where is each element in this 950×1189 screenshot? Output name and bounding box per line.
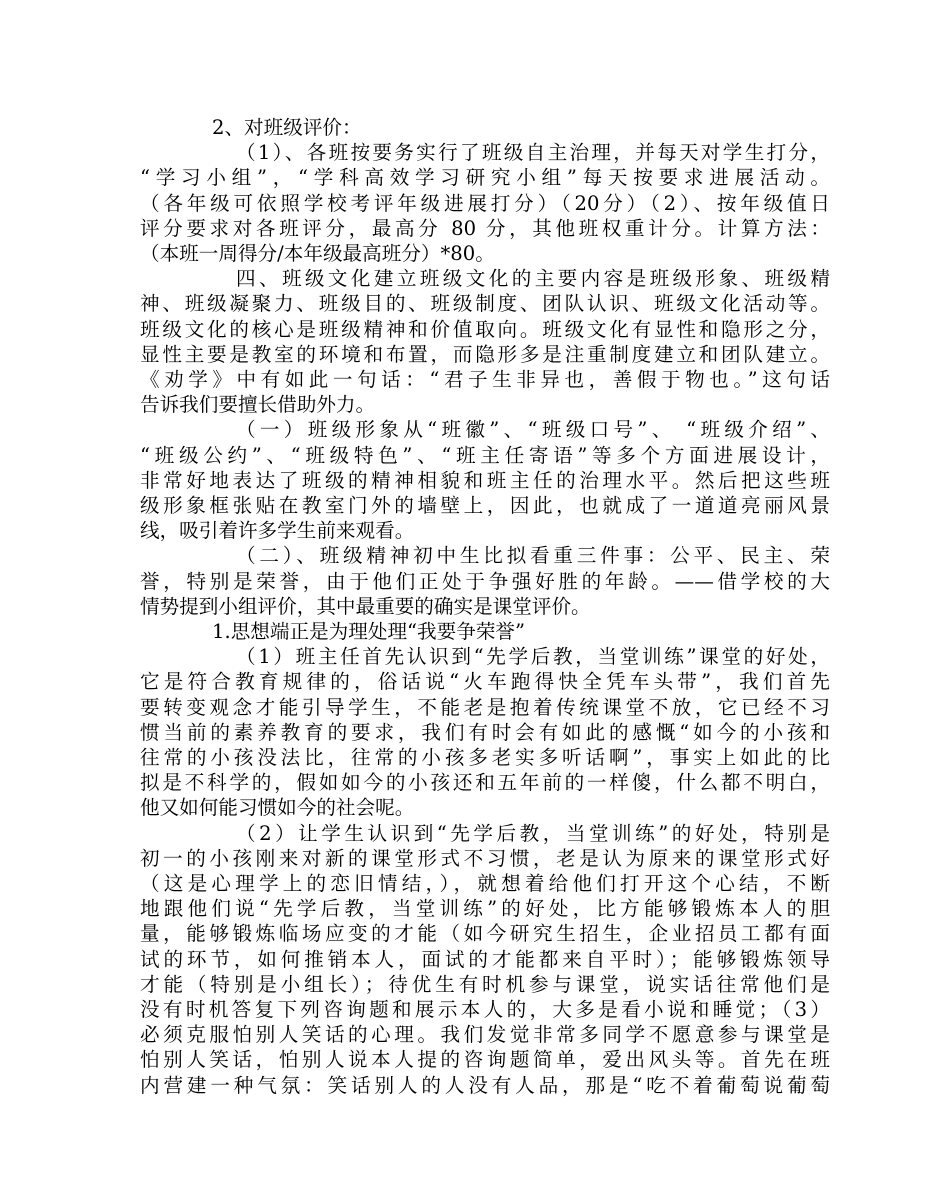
text-line: 要转变观念才能引导学生，不能老是抱着传统课堂不放，它已经不习 — [140, 695, 830, 719]
text-line: 必须克服怕别人笑话的心理。我们发觉非常多同学不愿意参与课堂是 — [140, 1023, 830, 1047]
text-line: 惯当前的素养教育的要求，我们有时会有如此的感慨“如今的小孩和 — [140, 720, 830, 744]
text-line: 非常好地表达了班级的精神相貌和班主任的治理水平。然后把这些班 — [140, 468, 830, 492]
text-line: （各年级可依照学校考评年级进展打分）（20分）（2）、按年级值日 — [140, 191, 830, 215]
text-line: 评分要求对各班评分，最高分 80 分，其他班权重计分。计算方法： — [140, 216, 830, 240]
text-line: 神、班级凝聚力、班级目的、班级制度、团队认识、班级文化活动等。 — [140, 292, 830, 316]
text-line: （1）、各班按要务实行了班级自主治理，并每天对学生打分， — [236, 141, 830, 165]
text-line: 四、班级文化建立班级文化的主要内容是班级形象、班级精 — [236, 267, 830, 291]
text-line: 往常的小孩没法比，往常的小孩多老实多听话啊”，事实上如此的比 — [140, 746, 830, 769]
text-line: （1）班主任首先认识到“先学后教，当堂训练”课堂的好处， — [236, 645, 830, 669]
text-line: 情势提到小组评价，其中最重要的确实是课堂评价。 — [140, 594, 591, 618]
text-line: 2、对班级评价： — [212, 116, 362, 139]
text-line: 试的环节，如何推销本人，面试的才能都来自平时）；能够锻炼领导 — [140, 947, 830, 971]
text-line: 《劝学》中有如此一句话：“君子生非异也，善假于物也。”这句话 — [140, 368, 830, 391]
text-line: 量，能够锻炼临场应变的才能（如今研究生招生，企业招员工都有面 — [140, 922, 830, 946]
text-line: 怕别人笑话，怕别人说本人提的咨询题简单，爱出风头等。首先在班 — [140, 1048, 830, 1072]
text-line: 它是符合教育规律的，俗话说“火车跑得快全凭车头带”，我们首先 — [140, 670, 830, 694]
text-line: （本班一周得分/本年级最高班分）*80。 — [140, 242, 495, 265]
text-line: 才能（特别是小组长）；待优生有时机参与课堂，说实话往常他们是 — [140, 972, 830, 996]
text-line: （2）让学生认识到“先学后教，当堂训练”的好处，特别是 — [236, 821, 830, 845]
text-line: “班级公约”、“班级特色”、“班主任寄语”等多个方面进展设计， — [140, 443, 830, 467]
text-line: 地跟他们说“先学后教，当堂训练”的好处，比方能够锻炼本人的胆 — [140, 897, 830, 921]
text-line: 誉，特别是荣誉，由于他们正处于争强好胜的年龄。——借学校的大 — [140, 569, 830, 593]
text-line: 显性主要是教室的环境和布置，而隐形多是注重制度建立和团队建立。 — [140, 342, 830, 366]
text-line: （这是心理学上的恋旧情结，），就想着给他们打开这个心结，不断 — [140, 872, 830, 895]
text-line: （一）班级形象从“班徽”、“班级口号”、 “班级介绍”、 — [236, 418, 830, 442]
text-line: 告诉我们要擅长借助外力。 — [140, 393, 376, 417]
text-line: 1.思想端正是为理处理“我要争荣誉” — [212, 620, 526, 643]
text-line: “学习小组”，“学科高效学习研究小组”每天按要求进展活动。 — [140, 166, 830, 190]
text-line: 拟是不科学的，假如如今的小孩还和五年前的一样傻，什么都不明白， — [140, 771, 830, 795]
text-line: （二）、班级精神初中生比拟看重三件事：公平、民主、荣 — [236, 544, 830, 568]
text-line: 班级文化的核心是班级精神和价值取向。班级文化有显性和隐形之分， — [140, 317, 830, 341]
text-line: 线，吸引着许多学生前来观看。 — [140, 519, 415, 543]
text-line: 级形象框张贴在教室门外的墙壁上，因此，也就成了一道道亮丽风景 — [140, 494, 830, 517]
text-line: 他又如何能习惯如今的社会呢。 — [140, 796, 415, 820]
text-line: 没有时机答复下列咨询题和展示本人的，大多是看小说和睡觉；（3） — [140, 998, 830, 1021]
text-line: 初一的小孩刚来对新的课堂形式不习惯，老是认为原来的课堂形式好 — [140, 846, 830, 870]
text-line: 内营建一种气氛：笑话别人的人没有人品，那是“吃不着葡萄说葡萄 — [140, 1073, 830, 1097]
